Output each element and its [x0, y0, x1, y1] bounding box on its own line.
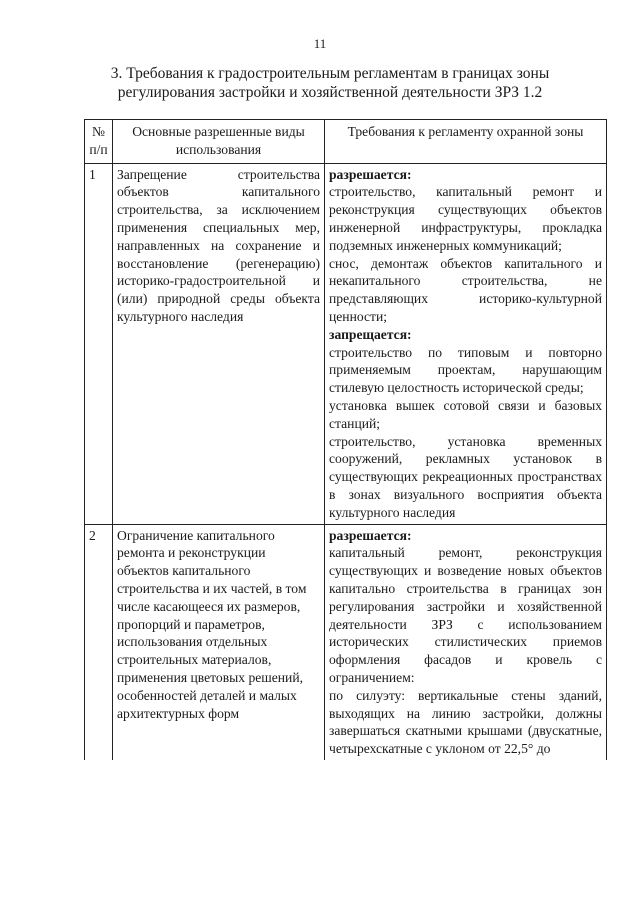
allowed-label: разрешается:: [329, 527, 412, 543]
allowed-item: снос, демонтаж объектов капитального и некапитального строительства, не представляющих историко-культурной ценности;: [329, 255, 602, 324]
header-allowed-uses: Основные разрешенные виды использования: [113, 120, 325, 164]
header-zone-requirements: Требования к регламенту охранной зоны: [325, 120, 607, 164]
allowed-label: разрешается:: [329, 166, 412, 182]
row-use-text: Ограничение капитального ремонта и реконструкции объектов капитального строительства и их частей, в том числе касающееся их размеров, пропорций и параметров, использования отдельных строительных материалов, применения цветовых решений, особенностей деталей и малых архитектурных форм: [113, 524, 325, 760]
table-header-row: [85, 120, 607, 164]
forbidden-item: установка вышек сотовой связи и базовых станций;: [329, 397, 602, 431]
forbidden-item: строительство, установка временных сооружений, рекламных установок в существующих рекреационных пространствах в зонах визуального восприятия объекта культурного наследия: [329, 433, 602, 520]
row-use-text: Запрещение строительства объектов капитального строительства, за исключением применения специальных мер, направленных на сохранение и восстановление (регенерацию) историко-градостроительной и (или) природной среды объекта культурного наследия: [113, 163, 325, 524]
allowed-item: по силуэту: вертикальные стены зданий, выходящих на линию застройки, должны завершаться скатными крышами (двускатные, четырехскатные с уклоном от 22,5° до: [329, 687, 602, 757]
row-number: 1: [85, 163, 113, 524]
allowed-item: строительство, капитальный ремонт и реконструкция существующих объектов инженерной инфраструктуры, прокладка подземных инженерных коммуникаций;: [329, 184, 602, 253]
page-number: 11: [313, 36, 327, 51]
row-number: 2: [85, 524, 113, 760]
forbidden-label: запрещается:: [329, 326, 412, 342]
forbidden-item: строительство по типовым и повторно применяемым проектам, нарушающим стилевую целостность исторической среды;: [329, 344, 602, 396]
row-requirements: [325, 163, 607, 524]
header-number: № п/п: [85, 120, 113, 164]
table-row: [85, 524, 607, 760]
regulations-table: [84, 119, 607, 760]
table-row: [85, 163, 607, 524]
row-requirements: [325, 524, 607, 760]
section-heading: 3. Требования к градостроительным регламентам в границах зоны регулирования застройки и хозяйственной деятельности ЗРЗ 1.2: [110, 65, 550, 101]
allowed-item: капитальный ремонт, реконструкция существующих и возведение новых объектов капитально строительства в границах зон регулирования застройки и хозяйственной деятельности ЗРЗ с использованием исторических стилистических приемов оформления фасадов и кровель с ограничением:: [329, 545, 602, 685]
